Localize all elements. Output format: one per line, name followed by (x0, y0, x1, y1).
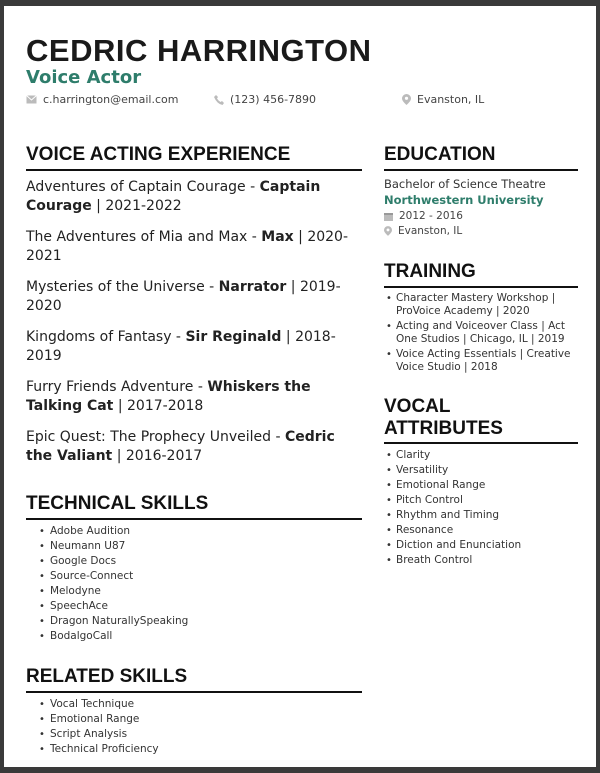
experience-show: Furry Friends Adventure (26, 378, 194, 395)
list-item: • Adobe Audition (26, 524, 362, 539)
experience-item: Mysteries of the Universe - Narrator | 2019-2020 (26, 278, 341, 314)
list-item: • BodalgoCall (26, 629, 362, 644)
education-location-text: Evanston, IL (398, 224, 463, 237)
phone-text: (123) 456-7890 (230, 93, 317, 106)
experience-item: The Adventures of Mia and Max - Max | 2020-2021 (26, 228, 349, 264)
experience-item: Furry Friends Adventure - Whiskers the Talking Cat | 2017-2018 (26, 378, 311, 414)
experience-item: Kingdoms of Fantasy - Sir Reginald | 2018-2019 (26, 328, 336, 364)
vocal-heading-line1: VOCAL (384, 395, 451, 417)
experience-dates: 2018-2019 (26, 328, 336, 364)
training-list (384, 292, 578, 374)
phone-icon (214, 95, 224, 105)
education-location (384, 224, 578, 239)
list-item: • Emotional Range (26, 712, 362, 727)
resume-page (4, 6, 596, 767)
experience-dates: 2019-2020 (26, 278, 341, 314)
location-pin-icon (402, 94, 411, 105)
candidate-name: CEDRIC HARRINGTON (26, 33, 372, 68)
list-item: • Emotional Range (384, 478, 578, 493)
education-dates-text: 2012 - 2016 (399, 209, 463, 222)
location-text: Evanston, IL (417, 93, 485, 106)
right-column (384, 144, 578, 568)
related-skills-heading: RELATED SKILLS (26, 666, 362, 693)
list-item: • Clarity (384, 448, 578, 463)
list-item: • Script Analysis (26, 727, 362, 742)
experience-dates: 2017-2018 (127, 397, 204, 414)
technical-skills-heading: TECHNICAL SKILLS (26, 493, 362, 520)
experience-show: Kingdoms of Fantasy (26, 328, 172, 345)
list-item: • Melodyne (26, 584, 362, 599)
training-heading: TRAINING (384, 261, 578, 288)
experience-heading: VOICE ACTING EXPERIENCE (26, 144, 362, 171)
experience-show: Epic Quest: The Prophecy Unveiled (26, 428, 272, 445)
technical-skills-list (26, 524, 362, 644)
contact-phone (214, 93, 316, 106)
contact-email (26, 93, 178, 106)
list-item: • Technical Proficiency (26, 742, 362, 757)
email-text: c.harrington@email.com (43, 93, 179, 106)
location-pin-icon (384, 226, 392, 236)
experience-dates: 2020-2021 (26, 228, 349, 264)
education-degree: Bachelor of Science Theatre (384, 176, 546, 191)
experience-role: Narrator (218, 278, 287, 295)
list-item: • Google Docs (26, 554, 362, 569)
list-item: • Pitch Control (384, 493, 578, 508)
list-item: • Rhythm and Timing (384, 508, 578, 523)
list-item: • Resonance (384, 523, 578, 538)
experience-show: The Adventures of Mia and Max (26, 228, 248, 245)
list-item: • Versatility (384, 463, 578, 478)
related-skills-list (26, 697, 362, 757)
contact-location (402, 93, 484, 106)
vocal-heading-line2: ATTRIBUTES (384, 417, 503, 439)
education-dates (384, 209, 578, 224)
experience-role: Sir Reginald (185, 328, 282, 345)
calendar-icon (384, 212, 393, 221)
experience-item: Adventures of Captain Courage - Captain Courage | 2021-2022 (26, 178, 321, 214)
experience-role: Cedric the Valiant (26, 428, 335, 464)
experience-show: Mysteries of the Universe (26, 278, 205, 295)
list-item: • Source-Connect (26, 569, 362, 584)
experience-item: Epic Quest: The Prophecy Unveiled - Cedric the Valiant | 2016-2017 (26, 428, 335, 464)
list-item: • Character Mastery Workshop | ProVoice Academy | 2020 (384, 292, 578, 318)
experience-dates: 2021-2022 (105, 197, 182, 214)
experience-role: Max (261, 228, 294, 245)
experience-role: Captain Courage (26, 178, 321, 214)
vocal-attributes-heading (384, 396, 578, 445)
list-item: • SpeechAce (26, 599, 362, 614)
candidate-role: Voice Actor (26, 67, 142, 88)
education-heading: EDUCATION (384, 144, 578, 171)
list-item: • Dragon NaturallySpeaking (26, 614, 362, 629)
left-column (26, 144, 362, 757)
list-item: • Neumann U87 (26, 539, 362, 554)
vocal-attributes-list (384, 448, 578, 568)
list-item: • Voice Acting Essentials | Creative Voice Studio | 2018 (384, 348, 578, 374)
experience-dates: 2016-2017 (125, 447, 203, 464)
list-item: • Acting and Voiceover Class | Act One Studios | Chicago, IL | 2019 (384, 320, 578, 346)
experience-show: Adventures of Captain Courage (26, 178, 246, 195)
education-school: Northwestern University (384, 192, 544, 207)
experience-role: Whiskers the Talking Cat (26, 378, 311, 414)
list-item: • Breath Control (384, 553, 578, 568)
envelope-icon (26, 95, 37, 104)
list-item: • Vocal Technique (26, 697, 362, 712)
list-item: • Diction and Enunciation (384, 538, 578, 553)
